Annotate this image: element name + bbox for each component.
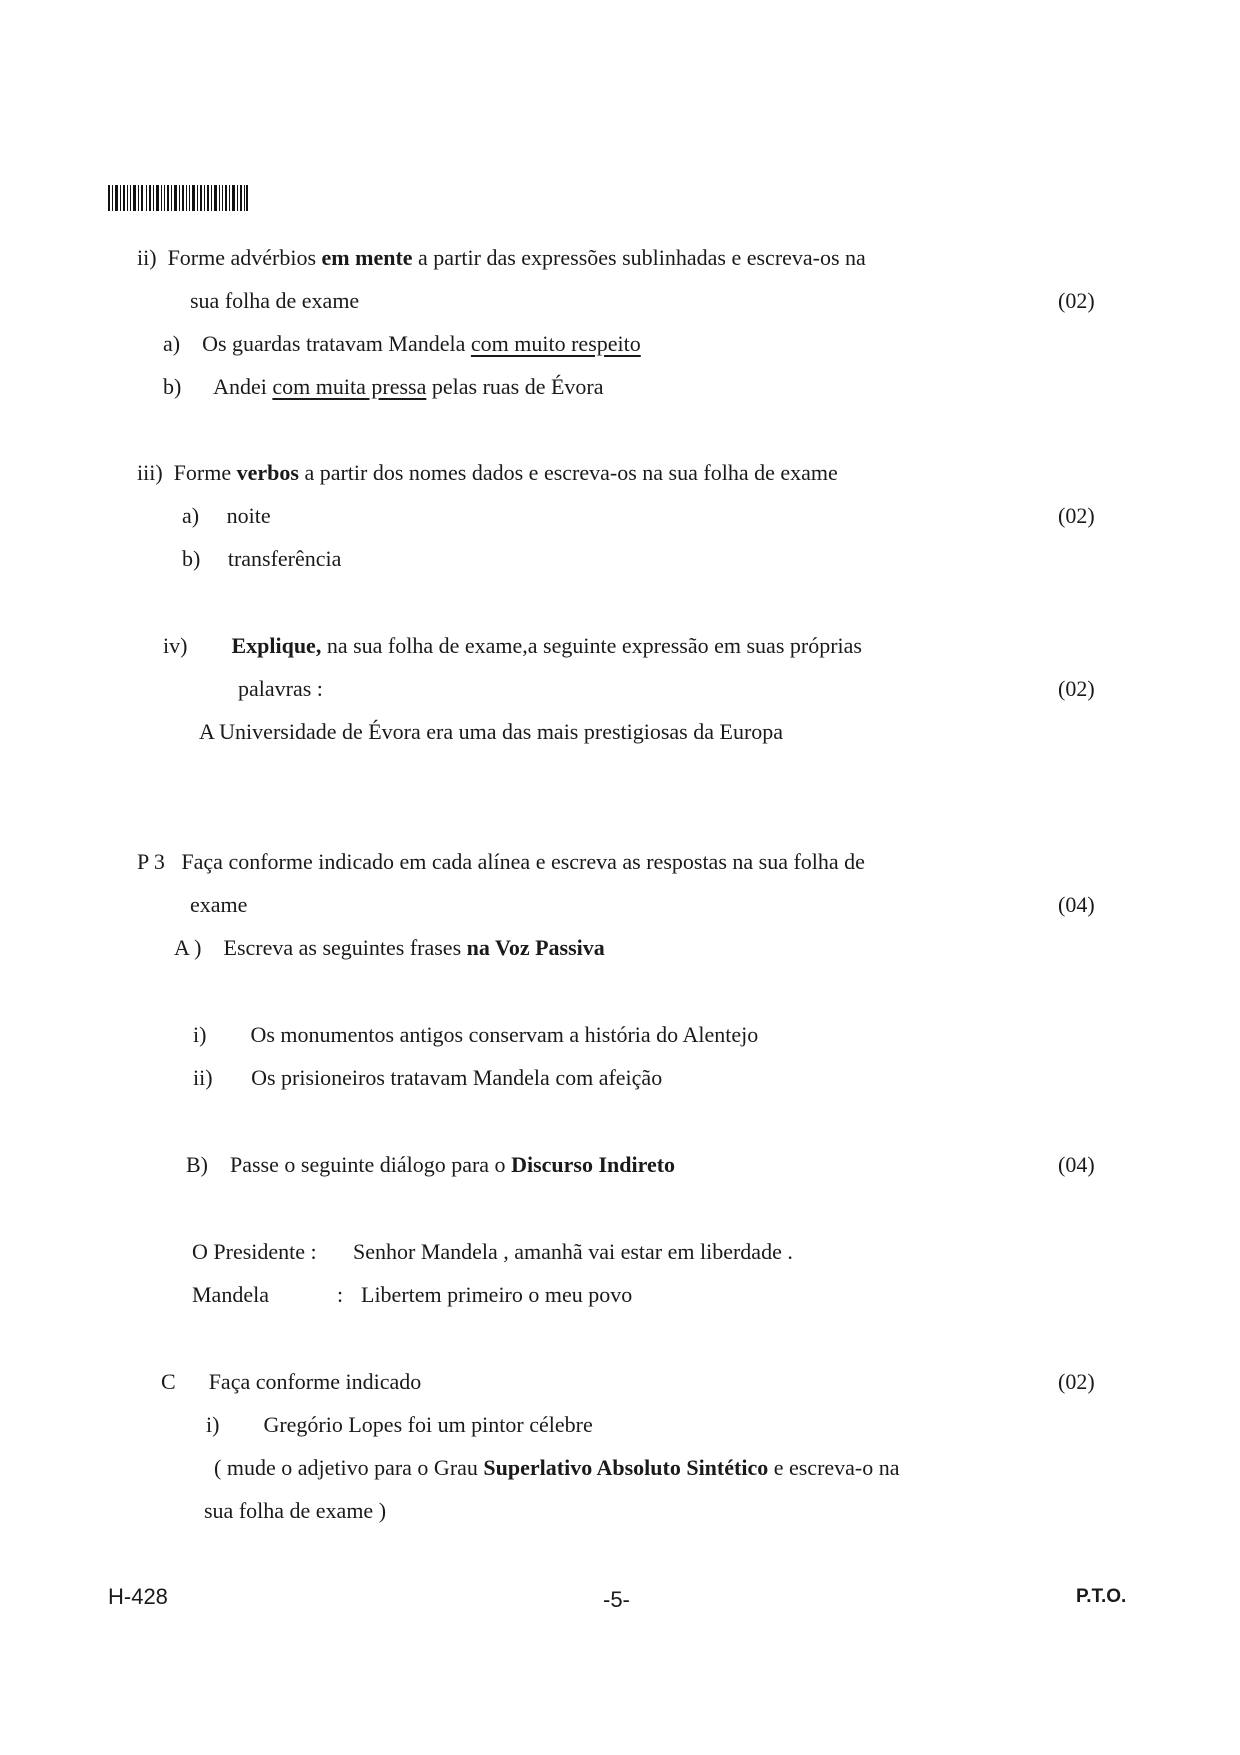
question-iv-text-post: na sua folha de exame,a seguinte expressão em suas próprias [326, 633, 862, 658]
question-ii-marks: (02) [1058, 288, 1095, 313]
p3-b-dialog-speaker-1: O Presidente : [192, 1239, 317, 1264]
p3-c-text: Faça conforme indicado [208, 1369, 422, 1394]
question-iii-text-pre: Forme [173, 460, 232, 485]
question-iii-item-a-label: a) [182, 503, 200, 528]
question-ii-text-pre: Forme advérbios [167, 245, 317, 270]
p3-a-item-i [193, 1022, 758, 1048]
question-iv-expression: A Universidade de Évora era uma das mais prestigiosas da Europa [199, 719, 784, 744]
p3-a-item-ii [193, 1065, 662, 1091]
p3-marks: (04) [1058, 892, 1095, 917]
p3-c-instruction-post: e escreva-o na [773, 1455, 900, 1480]
p3-c-instruction-pre: ( mude o adjetivo para o Grau [214, 1455, 478, 1480]
p3-b-dialog-speaker-2: Mandela [192, 1282, 269, 1307]
question-ii-text-post: a partir das expressões sublinhadas e escreva-os na [418, 245, 866, 270]
question-iii-marks: (02) [1058, 503, 1095, 528]
p3-a-bold: na Voz Passiva [466, 935, 605, 960]
p3-c-item-i-text: Gregório Lopes foi um pintor célebre [263, 1412, 593, 1437]
question-iv-bold: Explique, [231, 633, 322, 658]
question-iv-number: iv) [163, 633, 188, 658]
barcode [108, 185, 248, 211]
p3-a-item-ii-label: ii) [193, 1065, 213, 1090]
p3-b-dialog-colon-2: : [337, 1282, 344, 1307]
question-ii-number: ii) [137, 245, 157, 270]
question-iii-number: iii) [137, 460, 163, 485]
p3-a-item-i-label: i) [193, 1022, 207, 1047]
p3-c-instruction-bold: Superlativo Absoluto Sintético [483, 1455, 769, 1480]
p3-b-text-pre: Passe o seguinte diálogo para o [230, 1152, 506, 1177]
p3-b-bold: Discurso Indireto [511, 1152, 676, 1177]
question-iii-bold: verbos [236, 460, 299, 485]
p3-c-line [161, 1369, 421, 1395]
question-ii-item-a-label: a) [163, 331, 181, 356]
question-ii-item-b-text-post: pelas ruas de Évora [431, 374, 604, 399]
p3-c-item-i-label: i) [206, 1412, 220, 1437]
p3-c-item-i [206, 1412, 593, 1438]
question-iii-item-b-text: transferência [227, 546, 342, 571]
question-iv-line1 [163, 633, 862, 659]
p3-a-text-pre: Escreva as seguintes frases [223, 935, 462, 960]
question-ii-line2: sua folha de exame [190, 288, 360, 313]
question-iv-marks: (02) [1058, 676, 1095, 701]
p3-text: Faça conforme indicado em cada alínea e escreva as respostas na sua folha de [181, 849, 865, 874]
p3-b-label: B) [186, 1152, 208, 1177]
p3-b-dialog-line-1: Senhor Mandela , amanhã vai estar em liberdade . [353, 1239, 793, 1264]
p3-c-instruction-line2: sua folha de exame ) [204, 1498, 387, 1523]
p3-number: P 3 [137, 849, 165, 874]
question-iii-item-b [182, 546, 341, 572]
p3-b-dialog-line-2: Libertem primeiro o meu povo [361, 1282, 633, 1307]
question-iv-line2: palavras : [238, 676, 323, 701]
p3-line2: exame [190, 892, 248, 917]
question-iii-item-b-label: b) [182, 546, 201, 571]
question-ii-bold: em mente [321, 245, 413, 270]
p3-c-instruction-line1 [214, 1455, 900, 1481]
footer-page-number: -5- [603, 1587, 630, 1612]
question-ii-item-b-text-pre: Andei [213, 374, 267, 399]
question-iii-text-post: a partir dos nomes dados e escreva-os na sua folha de exame [304, 460, 838, 485]
p3-a-line [174, 935, 605, 961]
p3-a-item-ii-text: Os prisioneiros tratavam Mandela com afeição [251, 1065, 663, 1090]
question-ii-item-b [163, 374, 604, 400]
p3-b-line [186, 1152, 675, 1178]
question-ii-item-b-label: b) [163, 374, 182, 399]
p3-a-item-i-text: Os monumentos antigos conservam a história do Alentejo [250, 1022, 759, 1047]
p3-c-label: C [161, 1369, 176, 1394]
question-ii-item-a [163, 331, 641, 357]
footer-paper-code: H-428 [108, 1584, 168, 1609]
question-iii-item-a [182, 503, 271, 529]
question-iii-item-a-text: noite [226, 503, 271, 528]
question-ii-item-b-underlined: com muita pressa [272, 374, 427, 399]
question-ii-line1 [137, 245, 866, 271]
question-iii-line1 [137, 460, 838, 486]
question-ii-item-a-underlined: com muito respeito [470, 331, 641, 356]
p3-a-label: A ) [174, 935, 202, 960]
question-ii-item-a-text: Os guardas tratavam Mandela [202, 331, 466, 356]
p3-line1 [137, 849, 865, 875]
footer-pto: P.T.O. [1076, 1586, 1127, 1607]
p3-c-marks: (02) [1058, 1369, 1095, 1394]
p3-b-marks: (04) [1058, 1152, 1095, 1177]
